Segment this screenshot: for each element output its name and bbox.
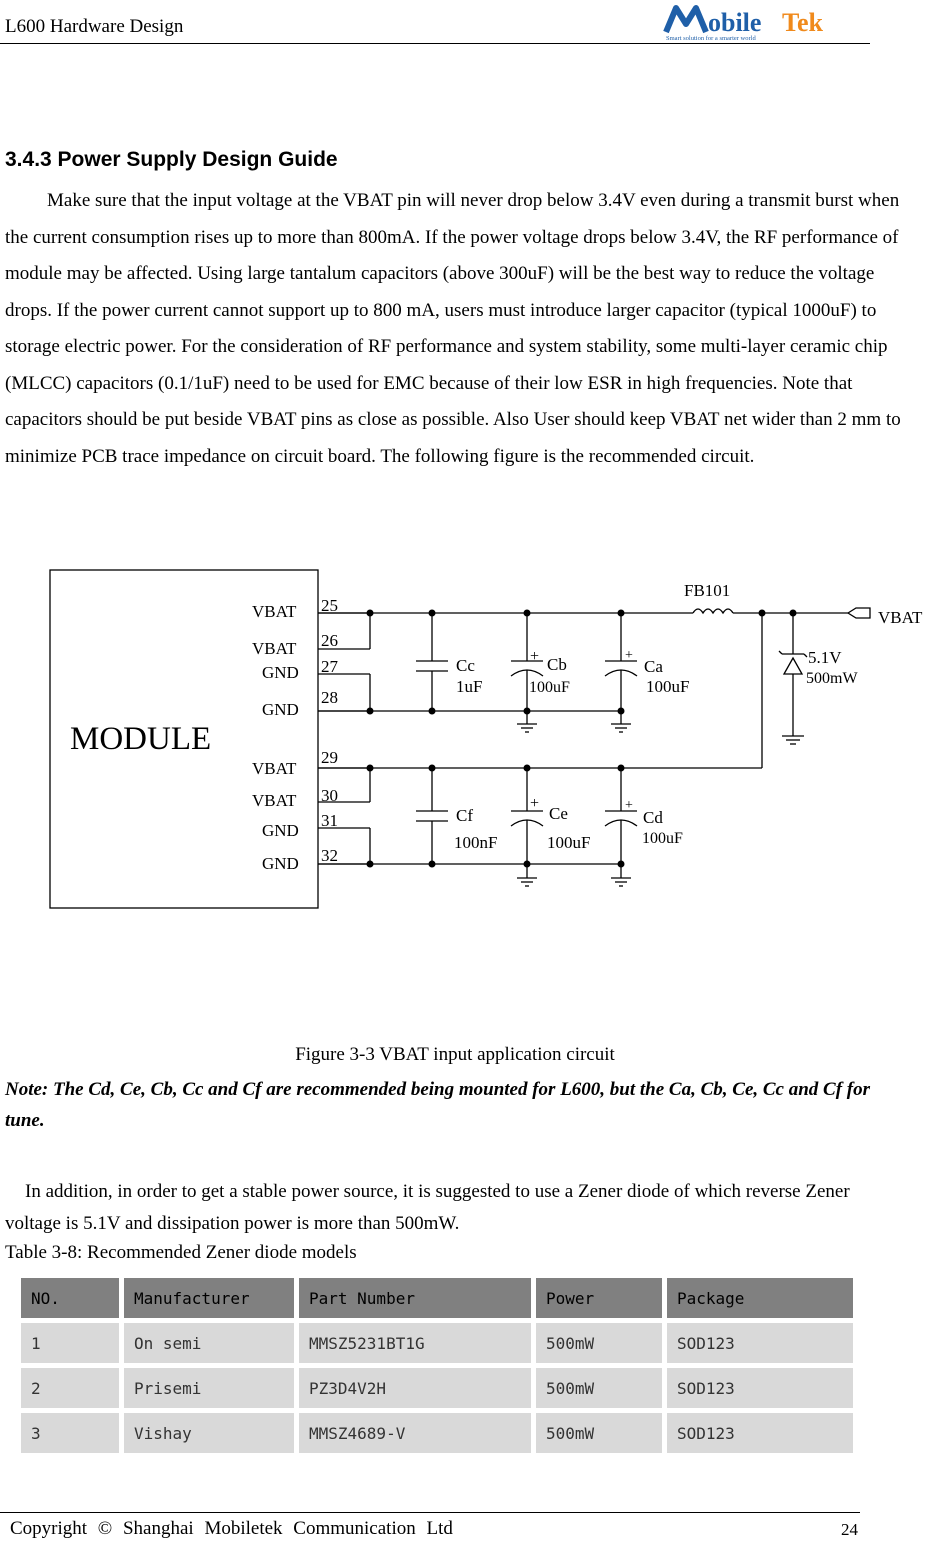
cap-value: 100uF	[642, 830, 683, 847]
svg-text:Tek: Tek	[782, 8, 823, 37]
header-part-number: Part Number	[299, 1278, 531, 1318]
pin-number: 29	[321, 748, 338, 767]
cell-power: 500mW	[536, 1413, 662, 1453]
cap-value: 100nF	[454, 833, 498, 852]
header-rule	[0, 43, 870, 44]
cell-part-number: PZ3D4V2H	[299, 1368, 531, 1408]
polarity-mark: +	[625, 798, 633, 813]
cell-manufacturer: Vishay	[124, 1413, 294, 1453]
pin-number: 28	[321, 688, 338, 707]
cap-name: Cd	[643, 808, 663, 827]
footer-rule	[0, 1512, 860, 1513]
cell-power: 500mW	[536, 1323, 662, 1363]
ferrite-label: FB101	[684, 581, 731, 600]
cell-no: 2	[21, 1368, 119, 1408]
pin-number: 31	[321, 811, 338, 830]
pin-name: VBAT	[252, 791, 297, 810]
intro-paragraph: Make sure that the input voltage at the VBAT pin will never drop below 3.4V even during a transmit burst when the current consumption rises up to more than 800mA. If the power voltage drops below 3.4V, the RF performance of module may be affected. Using large tantalum capacitors (above 300uF) will be the best way to reduce the voltage drops. If the power current cannot support up to 800 mA, users must introduce larger capacitor (typical 1000uF) to storage electric power. For the consideration of RF performance and system stability, some multi-layer ceramic chip (MLCC) capacitors (0.1/1uF) need to be used for EMC because of their low ESR in high frequencies. Note that capacitors should be put beside VBAT pins as close as possible. Also User should keep VBAT net wider than 2 mm to minimize PCB trace impedance on circuit board. The following figure is the recommended circuit.	[5, 190, 901, 467]
header-package: Package	[667, 1278, 853, 1318]
table-row	[21, 1413, 853, 1453]
cap-name: Cb	[547, 655, 567, 674]
document-header-title: L600 Hardware Design	[5, 16, 184, 37]
cell-part-number: MMSZ5231BT1G	[299, 1323, 531, 1363]
zener-paragraph: In addition, in order to get a stable power source, it is suggested to use a Zener diode of which reverse Zener voltage is 5.1V and dissipation power is more than 500mW.	[5, 1181, 850, 1234]
cap-value: 100uF	[529, 679, 570, 696]
cap-name: Ca	[644, 657, 663, 676]
polarity-mark: +	[625, 648, 633, 663]
cell-part-number: MMSZ4689-V	[299, 1413, 531, 1453]
cap-value: 1uF	[456, 677, 483, 696]
cell-package: SOD123	[667, 1368, 853, 1408]
cap-value: 100uF	[547, 833, 591, 852]
module-label: MODULE	[70, 721, 212, 757]
footer-copyright: Copyright © Shanghai Mobiletek Communication Ltd	[10, 1518, 453, 1539]
header-manufacturer: Manufacturer	[124, 1278, 294, 1318]
cell-power: 500mW	[536, 1368, 662, 1408]
cell-manufacturer: On semi	[124, 1323, 294, 1363]
header-no: NO.	[21, 1278, 119, 1318]
zener-power-label: 500mW	[806, 670, 858, 687]
cap-name: Ce	[549, 804, 568, 823]
table-caption: Table 3-8: Recommended Zener diode models	[5, 1242, 357, 1263]
header-power: Power	[536, 1278, 662, 1318]
cap-value: 100uF	[646, 677, 690, 696]
pin-name: GND	[262, 700, 299, 719]
mounting-note: Note: The Cd, Ce, Cb, Cc and Cf are recommended being mounted for L600, but the Ca, Cb, Ce, Cc and Cf for tune.	[5, 1079, 871, 1131]
cell-no: 1	[21, 1323, 119, 1363]
figure-caption: Figure 3-3 VBAT input application circuit	[295, 1044, 615, 1065]
table-row	[21, 1368, 853, 1408]
table-header-row	[21, 1278, 853, 1318]
pin-name: VBAT	[252, 759, 297, 778]
pin-name: VBAT	[252, 602, 297, 621]
cell-package: SOD123	[667, 1413, 853, 1453]
pin-number: 30	[321, 786, 338, 805]
page-number: 24	[841, 1520, 858, 1539]
net-label: VBAT	[878, 608, 923, 627]
pin-name: GND	[262, 663, 299, 682]
cap-name: Cc	[456, 656, 475, 675]
table-row	[21, 1323, 853, 1363]
pin-number: 32	[321, 846, 338, 865]
logo-tagline: Smart solution for a smarter world	[666, 35, 756, 42]
polarity-mark: +	[530, 795, 540, 812]
cell-package: SOD123	[667, 1323, 853, 1363]
vbat-circuit-diagram	[48, 566, 928, 916]
zener-voltage-label: 5.1V	[808, 648, 842, 667]
pin-name: GND	[262, 821, 299, 840]
svg-text:obile: obile	[708, 8, 762, 37]
pin-name: VBAT	[252, 639, 297, 658]
pin-name: GND	[262, 854, 299, 873]
cell-manufacturer: Prisemi	[124, 1368, 294, 1408]
zener-diode-table	[16, 1273, 858, 1458]
mobiletek-logo	[660, 0, 870, 42]
polarity-mark: +	[530, 648, 540, 665]
pin-number: 27	[321, 657, 338, 676]
cell-no: 3	[21, 1413, 119, 1453]
cap-name: Cf	[456, 806, 473, 825]
section-heading: 3.4.3 Power Supply Design Guide	[5, 148, 338, 171]
pin-number: 25	[321, 596, 338, 615]
pin-number: 26	[321, 631, 338, 650]
